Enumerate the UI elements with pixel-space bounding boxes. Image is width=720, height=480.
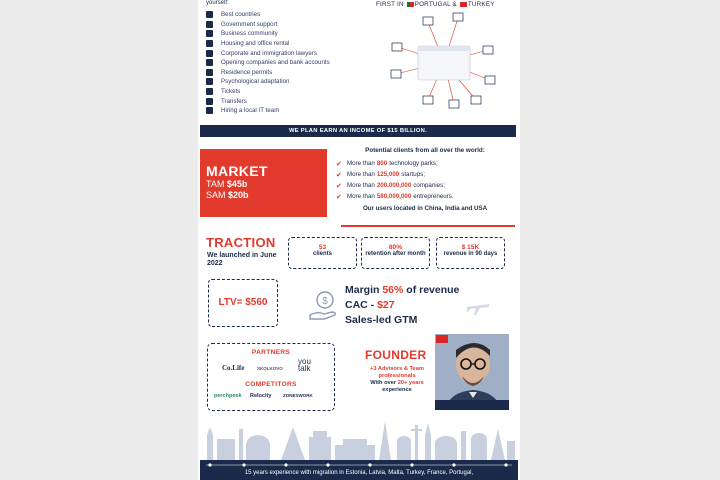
check-icon: ✔ [336,171,342,179]
services-section [206,0,376,116]
team-icon [206,107,213,114]
competitor-logo: ZONESWORK [283,393,313,398]
list-item: Best countries [206,10,376,20]
ltv-box: LTV= $560 [208,279,278,327]
heart-icon [206,78,213,85]
sales-line: Sales-led GTM [345,314,418,326]
users-location: Our users located in China, India and USA [362,205,488,212]
cac-line: CAC - $27 [345,299,395,311]
competitor-logo: perchpeek [214,393,242,399]
margin-line: Margin 56% of revenue [345,284,460,296]
list-item: Housing and office rental [206,39,376,49]
competitors-title: COMPETITORS [245,381,297,388]
traction-title: TRACTION [206,235,276,250]
sam-line: SAM $20b [206,190,249,200]
divider [341,225,515,227]
market-title: MARKET [206,163,268,179]
bank-icon [206,59,213,66]
list-item: ✔ More than 125,000 startups; [336,171,425,179]
list-item: Corporate and immigration lawyers [206,48,376,58]
services-list [206,10,376,116]
list-item: Business community [206,29,376,39]
lawyer-icon [206,50,213,57]
turkey-flag-icon [436,335,448,343]
list-item: Residence permits [206,68,376,78]
founder-description: +3 Advisors & Team professionals With over 20+ years experience [370,366,424,393]
photo-caption [435,400,509,410]
ticket-icon [206,88,213,95]
portugal-flag-icon [407,2,414,7]
footer [200,460,518,480]
partner-logo: SKOLKOVO [257,366,283,371]
svg-text:$: $ [322,296,328,307]
retention-box: 80% retention after month [361,237,430,269]
permit-icon [206,69,213,76]
airplane-icon [466,298,490,316]
timeline-dots [206,462,512,468]
clients-box: 53 clients [288,237,357,269]
list-item: Government support [206,20,376,30]
competitor-logo: Relocity [250,393,272,399]
list-item: Opening companies and bank accounts [206,58,376,68]
check-icon: ✔ [336,182,342,190]
list-item: Transfers [206,96,376,106]
globe-icon [206,11,213,18]
list-item: ✔ More than 580,000,000 entrepreneurs. [336,193,454,201]
list-item: Tickets [206,87,376,97]
partners-title: PARTNERS [251,349,291,356]
check-icon: ✔ [336,193,342,201]
pitch-page [198,0,520,480]
footer-text: 15 years experience with migration in Estonia, Latvia, Malta, Turkey, France, Portugal, [244,470,474,476]
partners-box [207,343,335,411]
landmarks-skyline [203,415,515,460]
network-diagram [388,12,500,112]
market-box [200,149,327,217]
potential-title: Potential clients from all over the world: [365,147,485,154]
list-item: Hiring a local IT team [206,106,376,116]
tam-line: TAM $45b [206,179,248,189]
check-icon: ✔ [336,160,342,168]
income-banner: WE PLAN EARN AN INCOME OF $15 BILLION. [200,125,516,137]
turkey-flag-icon [460,2,467,7]
list-item: ✔ More than 200,000,000 companies; [336,182,445,190]
first-in-heading: FIRST IN PORTUGAL & TURKEY [376,1,495,8]
community-icon [206,30,213,37]
founder-photo [435,334,509,410]
partner-logo: Co.Life [222,364,245,372]
money-hand-icon [308,289,340,323]
government-icon [206,21,213,28]
car-icon [206,98,213,105]
list-item: ✔ More than 800 technology parks; [336,160,438,168]
launch-text: We launched in June 2022 [207,252,277,267]
home-icon [206,40,213,47]
founder-portrait-icon [435,334,509,410]
list-item: Psychological adaptation [206,77,376,87]
potential-list [336,158,514,202]
potential-clients [336,147,514,212]
revenue-box: $ 15K revenue in 90 days [436,237,505,269]
unit-economics [345,283,459,328]
intro-text: yourself: [206,0,229,6]
partner-logo: you talk [298,357,311,373]
founder-title: FOUNDER [365,348,427,362]
